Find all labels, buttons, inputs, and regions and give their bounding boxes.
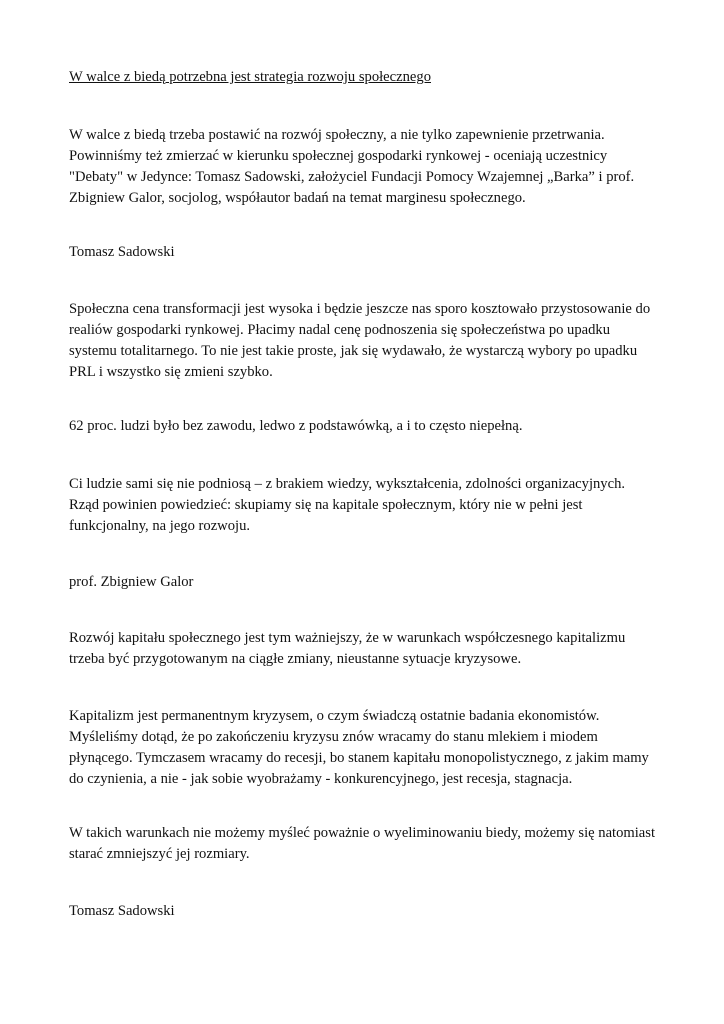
paragraph-line: Kapitalizm jest permanentnym kryzysem, o czym świadczą ostatnie badania ekonomistów. bbox=[69, 708, 600, 724]
paragraph-line: starać zmniejszyć jej rozmiary. bbox=[69, 846, 250, 862]
paragraph-line: 62 proc. ludzi było bez zawodu, ledwo z podstawówką, a i to często niepełną. bbox=[69, 418, 523, 434]
intro-line: "Debaty" w Jedynce: Tomasz Sadowski, założyciel Fundacji Pomocy Wzajemnej „Barka” i prof. bbox=[69, 169, 635, 185]
speaker-name: Tomasz Sadowski bbox=[69, 903, 175, 919]
paragraph-3 bbox=[69, 474, 669, 537]
speaker-name: Tomasz Sadowski bbox=[69, 244, 175, 260]
paragraph-line: PRL i wszystko się zmieni szybko. bbox=[69, 364, 273, 380]
paragraph-1 bbox=[69, 299, 669, 383]
document-title: W walce z biedą potrzebna jest strategia rozwoju społecznego bbox=[69, 69, 431, 85]
paragraph-line: trzeba być przygotowanym na ciągłe zmiany, nieustanne sytuacje kryzysowe. bbox=[69, 651, 522, 667]
speaker-name: prof. Zbigniew Galor bbox=[69, 574, 194, 590]
paragraph-line: Myśleliśmy dotąd, że po zakończeniu kryzysu znów wracamy do stanu mlekiem i miodem bbox=[69, 729, 598, 745]
paragraph-6 bbox=[69, 823, 669, 865]
intro-paragraph bbox=[69, 125, 669, 209]
paragraph-line: funkcjonalny, na jego rozwoju. bbox=[69, 518, 251, 534]
paragraph-line: Rozwój kapitału społecznego jest tym ważniejszy, że w warunkach współczesnego kapitalizmu bbox=[69, 630, 626, 646]
paragraph-2 bbox=[69, 416, 669, 437]
intro-line: W walce z biedą trzeba postawić na rozwój społeczny, a nie tylko zapewnienie przetrwania. bbox=[69, 127, 605, 143]
paragraph-line: realiów gospodarki rynkowej. Płacimy nadal cenę podnoszenia się społeczeństwa po upadku bbox=[69, 322, 611, 338]
paragraph-4 bbox=[69, 628, 669, 670]
paragraph-line: W takich warunkach nie możemy myśleć poważnie o wyeliminowaniu biedy, możemy się natomiast bbox=[69, 825, 656, 841]
paragraph-line: Społeczna cena transformacji jest wysoka i będzie jeszcze nas sporo kosztowało przystosowanie do bbox=[69, 301, 651, 317]
intro-line: Powinniśmy też zmierzać w kierunku społecznej gospodarki rynkowej - oceniają uczestnicy bbox=[69, 148, 608, 164]
paragraph-line: Rząd powinien powiedzieć: skupiamy się na kapitale społecznym, który nie w pełni jest bbox=[69, 497, 583, 513]
document-page bbox=[69, 0, 669, 1024]
paragraph-line: płynącego. Tymczasem wracamy do recesji, bo stanem kapitału monopolistycznego, z jakim mamy bbox=[69, 750, 649, 766]
paragraph-line: systemu totalitarnego. To nie jest takie proste, jak się wydawało, że wystarczą wybory po upadku bbox=[69, 343, 638, 359]
paragraph-line: do czynienia, a nie - jak sobie wyobrażamy - konkurencyjnego, jest recesja, stagnacja. bbox=[69, 771, 573, 787]
paragraph-line: Ci ludzie sami się nie podniosą – z brakiem wiedzy, wykształcenia, zdolności organizacyjnych. bbox=[69, 476, 626, 492]
intro-line: Zbigniew Galor, socjolog, współautor badań na temat marginesu społecznego. bbox=[69, 190, 526, 206]
paragraph-5 bbox=[69, 706, 669, 790]
